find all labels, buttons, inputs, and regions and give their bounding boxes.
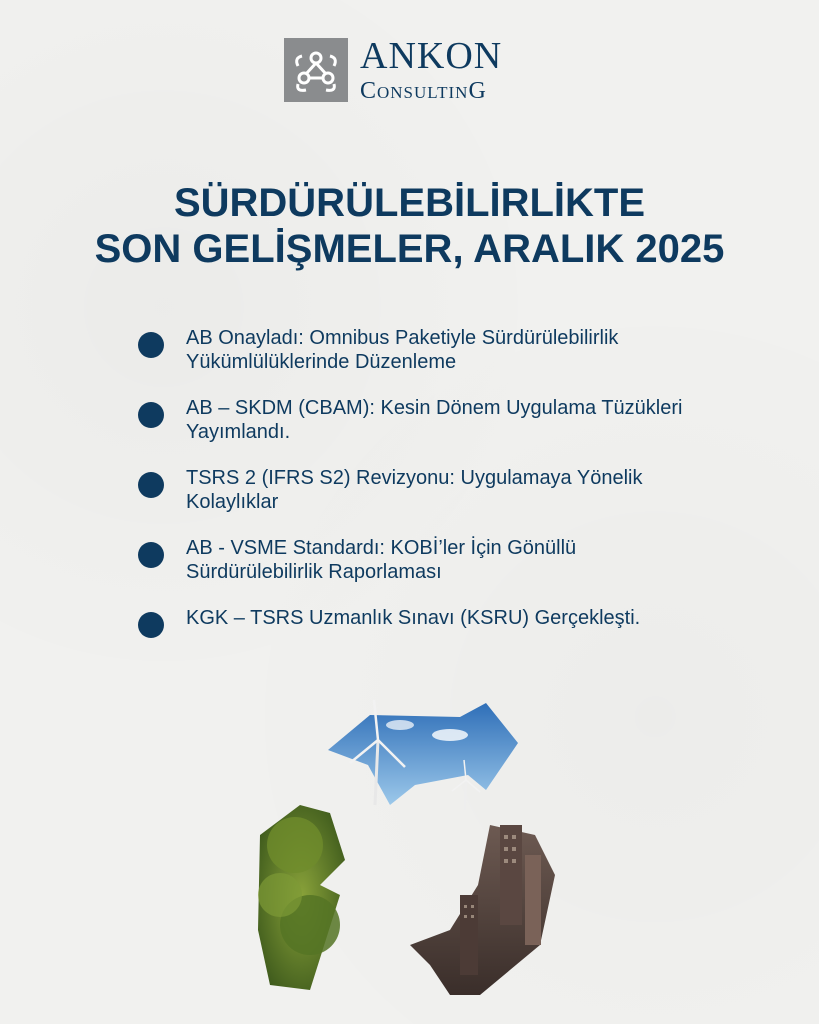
bullet-dot-icon	[138, 612, 164, 638]
bullet-dot-icon	[138, 542, 164, 568]
logo-subtitle: ConsultinG	[360, 78, 487, 104]
list-item	[138, 536, 698, 584]
ornament-icon	[284, 38, 348, 102]
logo-name: ANKON	[360, 35, 503, 77]
city-arrow	[410, 825, 555, 995]
page-title	[0, 180, 819, 272]
list-item-text: AB – SKDM (CBAM): Kesin Dönem Uygulama Tüzükleri Yayımlandı.	[186, 397, 683, 443]
title-line-1: SÜRDÜRÜLEBİLİRLİKTE	[173, 181, 646, 225]
list-item-text: AB Onayladı: Omnibus Paketiyle Sürdürülebilirlik Yükümlülüklerinde Düzenleme	[186, 327, 619, 373]
tree-arrow	[258, 805, 345, 990]
brand-logo	[284, 36, 544, 106]
list-item	[138, 466, 698, 514]
sky-arrow	[328, 700, 518, 810]
list-item-text: TSRS 2 (IFRS S2) Revizyonu: Uygulamaya Yönelik Kolaylıklar	[186, 467, 643, 513]
list-item-text: KGK – TSRS Uzmanlık Sınavı (KSRU) Gerçekleşti.	[186, 607, 641, 629]
list-item	[138, 606, 698, 630]
bullet-dot-icon	[138, 332, 164, 358]
title-line-2: SON GELİŞMELER, ARALIK 2025	[94, 227, 725, 271]
bullet-dot-icon	[138, 402, 164, 428]
list-item	[138, 326, 698, 374]
news-list	[138, 326, 698, 652]
bullet-dot-icon	[138, 472, 164, 498]
recycle-icon	[250, 695, 570, 1015]
list-item-text: AB - VSME Standardı: KOBİ’ler İçin Gönüllü Sürdürülebilirlik Raporlaması	[186, 537, 577, 583]
list-item	[138, 396, 698, 444]
